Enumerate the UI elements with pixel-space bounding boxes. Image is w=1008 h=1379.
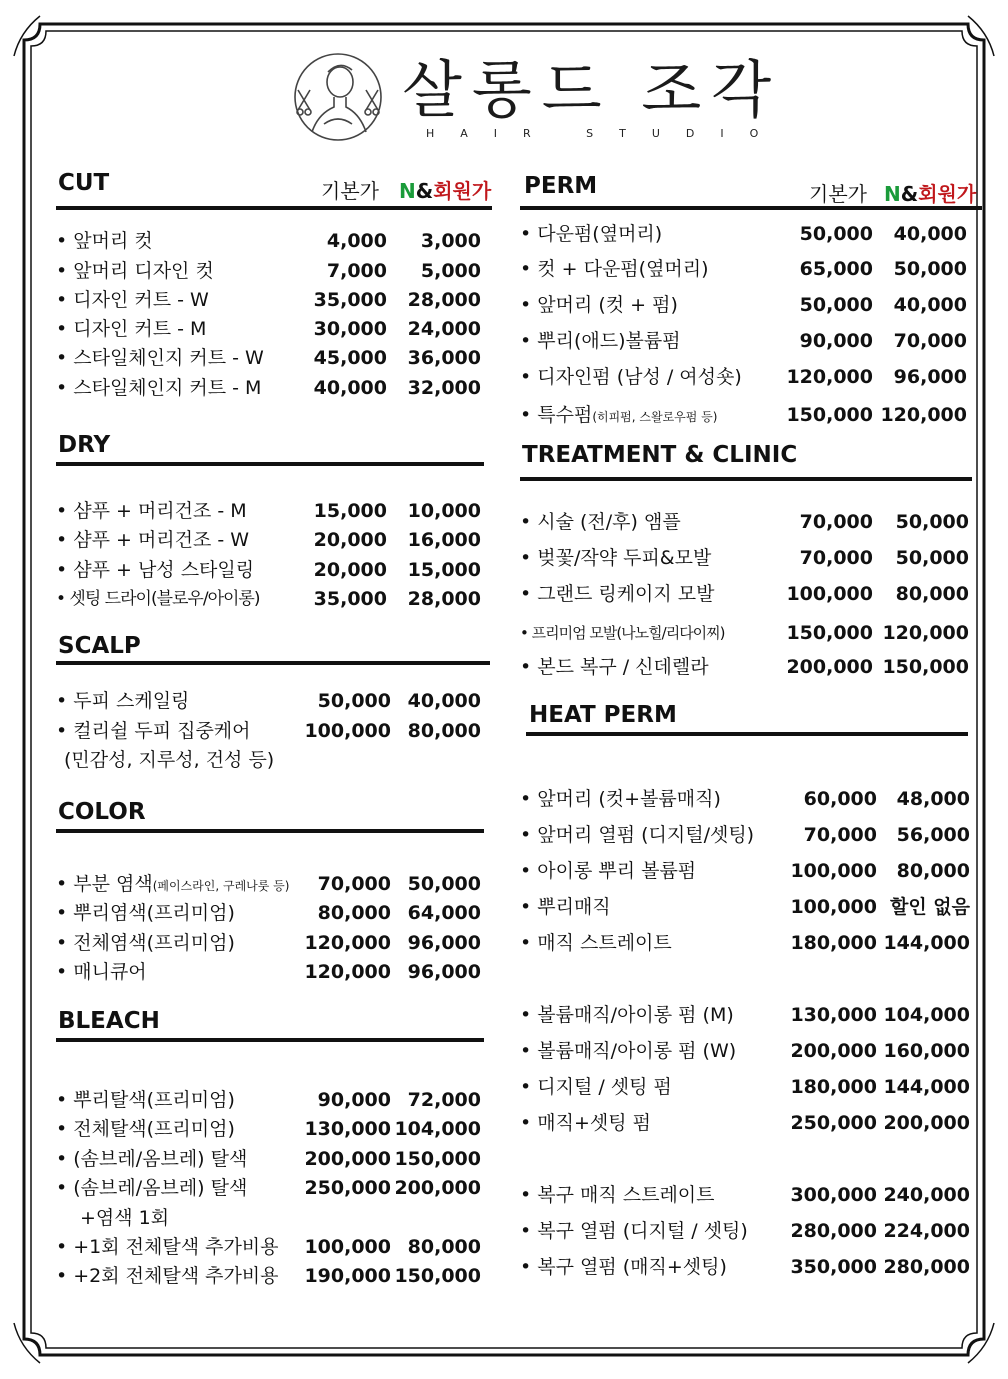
perm-item [520, 290, 967, 320]
color-title: COLOR [58, 799, 146, 825]
heat-item-label: • 뿌리매직 [520, 896, 611, 918]
heat-item-base-price: 280,000 [790, 1220, 877, 1242]
color-item-base-price: 120,000 [304, 961, 391, 983]
treatment-item-label: • 그랜드 링케이지 모발 [520, 583, 715, 605]
color-item [56, 869, 481, 899]
dry-item [56, 525, 481, 555]
color-item-member-price: 50,000 [407, 873, 481, 895]
color-item-member-price: 64,000 [407, 902, 481, 924]
perm-title: PERM [524, 173, 598, 199]
dry-item [56, 555, 481, 585]
heat-item-member-price: 80,000 [896, 860, 970, 882]
bleach-item-base-price: 130,000 [304, 1118, 391, 1140]
treatment-title: TREATMENT & CLINIC [522, 442, 798, 468]
perm-item-base-price: 50,000 [799, 223, 873, 245]
bleach-item-member-price: 72,000 [407, 1089, 481, 1111]
cut-rule [56, 206, 492, 210]
heat-item-member-price: 할인 없음 [889, 896, 970, 918]
dry-item [56, 496, 481, 526]
cut-item-member-price: 32,000 [407, 377, 481, 399]
cut-item-base-price: 35,000 [313, 289, 387, 311]
treatment-rule [520, 477, 972, 481]
heat-item-base-price: 100,000 [790, 896, 877, 918]
perm-item-member-price: 50,000 [893, 258, 967, 280]
dry-item-label: • 샴푸 + 머리건조 - M [56, 500, 247, 522]
cut-item-label: • 앞머리 컷 [56, 230, 153, 252]
dry-item-base-price: 35,000 [313, 588, 387, 610]
heat-item-label: • 디지털 / 셋팅 펌 [520, 1076, 672, 1098]
scalp-item [56, 716, 481, 746]
heat-item [520, 892, 970, 922]
bleach-item [56, 1144, 481, 1174]
color-item-base-price: 80,000 [317, 902, 391, 924]
treatment-item-base-price: 70,000 [799, 511, 873, 533]
dry-item-member-price: 28,000 [407, 588, 481, 610]
perm-item-label: • 다운펌(옆머리) [520, 223, 663, 245]
treatment-item-member-price: 50,000 [895, 547, 969, 569]
dry-item-label: • 샴푸 + 머리건조 - W [56, 529, 250, 551]
treatment-item-base-price: 150,000 [786, 622, 873, 644]
heat-item-label: • 매직 스트레이트 [520, 932, 672, 954]
perm-item-member-price: 40,000 [893, 294, 967, 316]
treatment-item-label: • 시술 (전/후) 앰플 [520, 511, 681, 533]
cut-item-base-price: 4,000 [326, 230, 387, 252]
treatment-item-label: • 본드 복구 / 신데렐라 [520, 656, 709, 678]
color-item-member-price: 96,000 [407, 961, 481, 983]
treatment-item-label: • 벚꽃/작약 두피&모발 [520, 547, 712, 569]
color-item-label: • 매니큐어 [56, 961, 147, 983]
bleach-item-label: • +2회 전체탈색 추가비용 [56, 1265, 279, 1287]
scalp-item-member-price: 40,000 [407, 690, 481, 712]
cut-item-label: • 디자인 커트 - W [56, 289, 209, 311]
perm-item [520, 219, 967, 249]
heat-item-member-price: 200,000 [883, 1112, 970, 1134]
treatment-item-base-price: 100,000 [786, 583, 873, 605]
bleach-item [56, 1232, 481, 1262]
cut-item [56, 314, 481, 344]
bleach-item-base-price: 200,000 [304, 1148, 391, 1170]
dry-item-label: • 샴푸 + 남성 스타일링 [56, 559, 255, 581]
cut-item-member-price: 3,000 [420, 230, 481, 252]
dry-item [56, 584, 481, 614]
treatment-item-label: • 프리미엄 모발(나노힐/리다이찌) [520, 624, 725, 642]
heat-item [520, 1180, 970, 1210]
cut-item [56, 226, 481, 256]
heat-item [520, 1036, 970, 1066]
heat-item-member-price: 48,000 [896, 788, 970, 810]
perm-item-note: (히피펌, 스왈로우펌 등) [592, 410, 718, 424]
bleach-rule [56, 1038, 484, 1042]
heat-item-base-price: 180,000 [790, 932, 877, 954]
cut-item-label: • 스타일체인지 커트 - M [56, 377, 262, 399]
dry-item-member-price: 15,000 [407, 559, 481, 581]
member-price-header: N&회원가 [399, 179, 492, 203]
heat-item [520, 820, 970, 850]
bleach-item-label: • 뿌리탈색(프리미엄) [56, 1089, 235, 1111]
salon-logo [288, 52, 388, 142]
cut-item-label: • 스타일체인지 커트 - W [56, 347, 264, 369]
cut-item-member-price: 24,000 [407, 318, 481, 340]
bleach-item [56, 1261, 481, 1291]
bleach-item-label: • 전체탈색(프리미엄) [56, 1118, 235, 1140]
treatment-item [520, 543, 969, 573]
bleach-title: BLEACH [58, 1008, 160, 1034]
perm-item [520, 362, 967, 392]
heat-item [520, 1072, 970, 1102]
heat-item-label: • 복구 열펌 (디지털 / 셋팅) [520, 1220, 748, 1242]
bleach-item-label: • (솜브레/옴브레) 탈색 [56, 1177, 248, 1199]
treatment-item [520, 579, 969, 609]
cut-title: CUT [58, 170, 110, 196]
color-item [56, 957, 481, 987]
dry-item-base-price: 15,000 [313, 500, 387, 522]
heat-item-base-price: 60,000 [803, 788, 877, 810]
heat-item-label: • 매직+셋팅 펌 [520, 1112, 651, 1134]
cut-item-base-price: 30,000 [313, 318, 387, 340]
bleach-item [56, 1085, 481, 1115]
scalp-item-label: • 컬리쉴 두피 집중케어 [56, 720, 251, 742]
perm-item-label: • 앞머리 (컷 + 펌) [520, 294, 678, 316]
heat-item-member-price: 160,000 [883, 1040, 970, 1062]
treatment-item [520, 618, 969, 648]
heat-item-label: • 복구 열펌 (매직+셋팅) [520, 1256, 727, 1278]
bleach-item [80, 1203, 481, 1233]
perm-item-member-price: 40,000 [893, 223, 967, 245]
heat-item-label: • 복구 매직 스트레이트 [520, 1184, 715, 1206]
perm-item-base-price: 150,000 [786, 404, 873, 426]
heat-item-base-price: 300,000 [790, 1184, 877, 1206]
cut-item [56, 373, 481, 403]
heat-item-label: • 볼륨매직/아이롱 펌 (W) [520, 1040, 737, 1062]
bleach-item-base-price: 190,000 [304, 1265, 391, 1287]
color-item-label: • 부분 염색 [56, 873, 153, 895]
cut-item [56, 256, 481, 286]
heat-item-base-price: 130,000 [790, 1004, 877, 1026]
perm-item-label: • 컷 + 다운펌(옆머리) [520, 258, 709, 280]
cut-item-member-price: 5,000 [420, 260, 481, 282]
dry-item-base-price: 20,000 [313, 529, 387, 551]
bleach-item-member-price: 150,000 [394, 1148, 481, 1170]
perm-item-member-price: 70,000 [893, 330, 967, 352]
heat-item [520, 928, 970, 958]
heat-item-member-price: 104,000 [883, 1004, 970, 1026]
bleach-item-label: • (솜브레/옴브레) 탈색 [56, 1148, 248, 1170]
heat-item-base-price: 250,000 [790, 1112, 877, 1134]
cut-item-member-price: 36,000 [407, 347, 481, 369]
scalp-item-base-price: 100,000 [304, 720, 391, 742]
scalp-rule [56, 661, 490, 665]
color-item [56, 898, 481, 928]
cut-item-label: • 앞머리 디자인 컷 [56, 260, 214, 282]
scalp-item-label: • 두피 스케일링 [56, 690, 190, 712]
scalp-item-member-price: 80,000 [407, 720, 481, 742]
cut-item [56, 285, 481, 315]
base-price-header: 기본가 [321, 179, 379, 203]
bleach-item-label: • +1회 전체탈색 추가비용 [56, 1236, 279, 1258]
dry-item-member-price: 16,000 [407, 529, 481, 551]
cut-item-base-price: 45,000 [313, 347, 387, 369]
treatment-item-member-price: 80,000 [895, 583, 969, 605]
heat-item [520, 1252, 970, 1282]
bleach-item-label: +염색 1회 [80, 1207, 170, 1229]
perm-item-base-price: 65,000 [799, 258, 873, 280]
treatment-item [520, 507, 969, 537]
perm-item-base-price: 120,000 [786, 366, 873, 388]
bleach-item [56, 1173, 481, 1203]
heat-item-label: • 앞머리 열펌 (디지털/셋팅) [520, 824, 755, 846]
heat-item-base-price: 350,000 [790, 1256, 877, 1278]
cut-item [56, 343, 481, 373]
color-item-base-price: 70,000 [317, 873, 391, 895]
perm-item-label: • 디자인펌 (남성 / 여성숏) [520, 366, 742, 388]
heat-item-member-price: 56,000 [896, 824, 970, 846]
bleach-item-member-price: 104,000 [394, 1118, 481, 1140]
dry-rule [56, 462, 484, 466]
dry-title: DRY [58, 432, 111, 458]
treatment-item-member-price: 150,000 [882, 656, 969, 678]
heat-item-base-price: 200,000 [790, 1040, 877, 1062]
bleach-item-base-price: 250,000 [304, 1177, 391, 1199]
perm-item-label: • 뿌리(애드)볼륨펌 [520, 330, 681, 352]
heat-item [520, 1216, 970, 1246]
dry-item-member-price: 10,000 [407, 500, 481, 522]
bleach-item-member-price: 150,000 [394, 1265, 481, 1287]
heat-item-member-price: 240,000 [883, 1184, 970, 1206]
perm-item-label: • 특수펌 [520, 404, 593, 426]
bleach-item-member-price: 200,000 [394, 1177, 481, 1199]
cut-item-member-price: 28,000 [407, 289, 481, 311]
statue-bust-icon [288, 52, 388, 142]
treatment-item-member-price: 50,000 [895, 511, 969, 533]
treatment-item-base-price: 200,000 [786, 656, 873, 678]
heat-item-member-price: 280,000 [883, 1256, 970, 1278]
perm-item [520, 400, 967, 430]
perm-item [520, 254, 967, 284]
bleach-item-member-price: 80,000 [407, 1236, 481, 1258]
color-item-label: • 뿌리염색(프리미엄) [56, 902, 235, 924]
brand-subtitle: HAIR STUDIO [426, 127, 785, 140]
treatment-item-base-price: 70,000 [799, 547, 873, 569]
perm-item-base-price: 50,000 [799, 294, 873, 316]
heat-item-base-price: 100,000 [790, 860, 877, 882]
perm-base-price-header: 기본가 [809, 182, 867, 206]
bleach-item [56, 1114, 481, 1144]
heat-item-base-price: 180,000 [790, 1076, 877, 1098]
color-rule [56, 829, 484, 833]
perm-item-base-price: 90,000 [799, 330, 873, 352]
bleach-item-base-price: 100,000 [304, 1236, 391, 1258]
cut-item-label: • 디자인 커트 - M [56, 318, 207, 340]
treatment-item-member-price: 120,000 [882, 622, 969, 644]
heat-item [520, 1108, 970, 1138]
heat-item-member-price: 144,000 [883, 1076, 970, 1098]
scalp-item [56, 686, 481, 716]
treatment-item [520, 652, 969, 682]
heat-item [520, 784, 970, 814]
brand-name: 살롱드 조각 [402, 53, 782, 126]
heat-perm-rule [526, 732, 968, 736]
scalp-title: SCALP [58, 633, 141, 659]
dry-item-label: • 셋팅 드라이(블로우/아이롱) [56, 589, 260, 609]
cut-item-base-price: 40,000 [313, 377, 387, 399]
heat-item [520, 1000, 970, 1030]
perm-item-member-price: 120,000 [880, 404, 967, 426]
heat-item-base-price: 70,000 [803, 824, 877, 846]
perm-item-member-price: 96,000 [893, 366, 967, 388]
perm-rule [520, 206, 982, 210]
color-item-label: • 전체염색(프리미엄) [56, 932, 235, 954]
perm-item [520, 326, 967, 356]
bleach-item-base-price: 90,000 [317, 1089, 391, 1111]
heat-item-label: • 앞머리 (컷+볼륨매직) [520, 788, 721, 810]
heat-item-label: • 아이롱 뿌리 볼륨펌 [520, 860, 697, 882]
color-item [56, 928, 481, 958]
perm-member-price-header: N&회원가 [884, 182, 977, 206]
scalp-item-base-price: 50,000 [317, 690, 391, 712]
dry-item-base-price: 20,000 [313, 559, 387, 581]
heat-perm-title: HEAT PERM [529, 702, 677, 728]
color-item-note: (페이스라인, 구레나룻 등) [152, 879, 290, 893]
cut-item-base-price: 7,000 [326, 260, 387, 282]
heat-item-label: • 볼륨매직/아이롱 펌 (M) [520, 1004, 734, 1026]
heat-item [520, 856, 970, 886]
color-item-base-price: 120,000 [304, 932, 391, 954]
heat-item-member-price: 224,000 [883, 1220, 970, 1242]
heat-item-member-price: 144,000 [883, 932, 970, 954]
color-item-member-price: 96,000 [407, 932, 481, 954]
